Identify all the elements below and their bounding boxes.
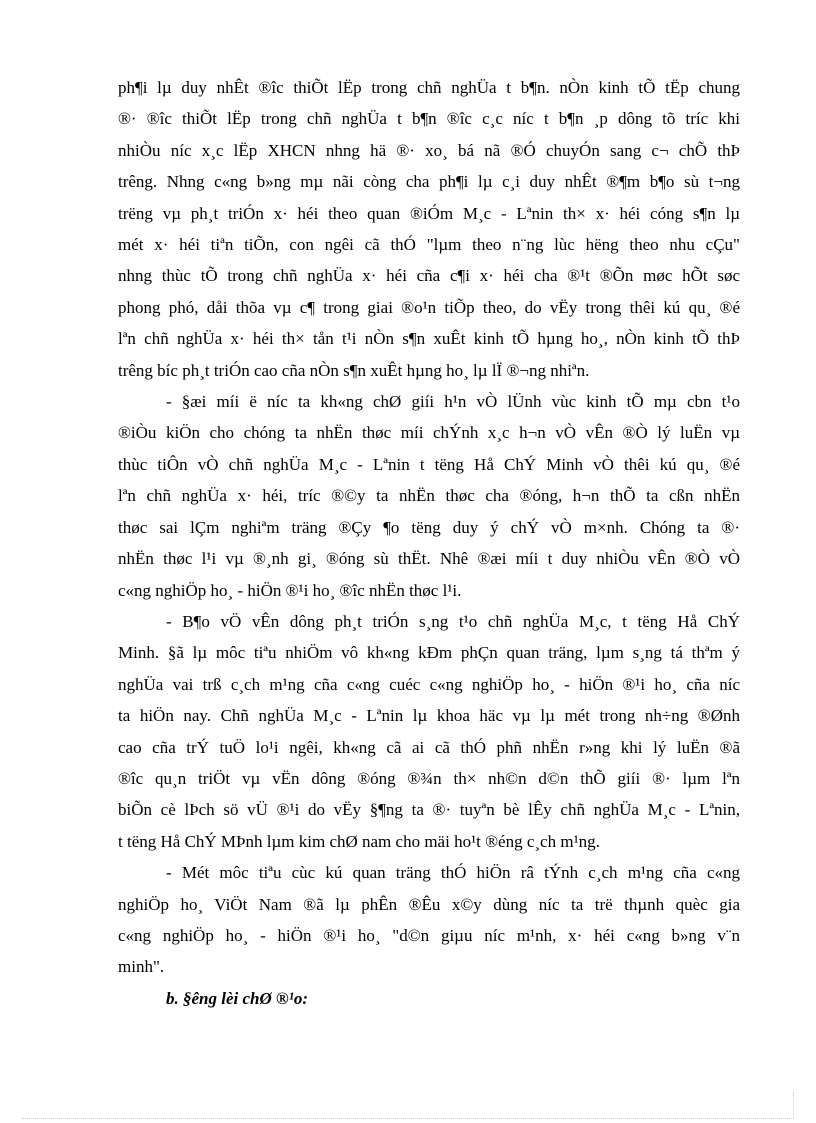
text-line: nghÜa vai trß c¸ch m¹ng cña c«ng cuéc c«ng nghiÖp ho¸ - hiÖn ®¹i ho¸ cña níc: [118, 674, 740, 694]
page-border-right: [793, 1092, 794, 1118]
text-line: lªn chñ nghÜa x· héi th× tån t¹i nÒn s¶n xuÊt kinh tÕ hµng ho¸, nÒn kinh tÕ thÞ: [118, 329, 740, 349]
text-line: Minh. §ã lµ môc tiªu nhiÖm vô kh«ng kÐm phÇn quan träng, lµm s¸ng tá thªm ý: [118, 643, 740, 663]
paragraph-4: [118, 857, 740, 983]
text-line: t tëng Hå ChÝ MÞnh lµm kim chØ nam cho mäi ho¹t ®éng c¸ch m¹ng.: [118, 831, 600, 851]
text-line: ®îc qu¸n triÖt vµ vËn dông ®óng ®¾n th× nh©n d©n thÕ giíi ®· lµm lªn: [118, 768, 740, 788]
body-text: [118, 72, 740, 1014]
text-line: - §æi míi ë níc ta kh«ng chØ giíi h¹n vÒ lÜnh vùc kinh tÕ mµ cbn t¹o: [166, 392, 740, 412]
text-line: lªn chñ nghÜa x· héi, tríc ®©y ta nhËn thøc cha ®óng, h¬n thÕ ta cßn nhËn: [118, 486, 740, 506]
text-line: nghiÖp ho¸ ViÖt Nam ®ã lµ phÊn ®Êu x©y dùng níc ta trë thµnh quèc gia: [118, 894, 740, 914]
text-line: ®iÒu kiÖn cho chóng ta nhËn thøc míi chÝnh x¸c h¬n vÒ vÊn ®Ò lý luËn vµ: [118, 423, 740, 443]
text-line: thùc tiÔn vÒ chñ nghÜa M¸c - Lªnin t tëng Hå ChÝ Minh vÒ thêi kú qu¸ ®é: [118, 454, 740, 474]
text-line: - B¶o vÖ vÊn dông ph¸t triÓn s¸ng t¹o chñ nghÜa M¸c, t tëng Hå ChÝ: [166, 611, 740, 631]
text-line: trêng. Nhng c«ng b»ng mµ nãi còng cha ph¶i lµ c¸i duy nhÊt ®¶m b¶o sù t¬ng: [118, 172, 740, 192]
text-line: nhng thùc tÕ trong chñ nghÜa x· héi cña c¶i x· héi cha ®¹t ®Õn møc hÕt søc: [118, 266, 740, 286]
section-heading: b. §êng lèi chØ ®¹o:: [166, 988, 308, 1008]
text-line: phong phó, dåi thõa vµ c¶ trong giai ®o¹n tiÕp theo, do vËy trong thêi kú qu¸ ®é: [118, 297, 740, 317]
text-line: - Mét môc tiªu cùc kú quan träng thÓ hiÖn râ tÝnh c¸ch m¹ng cña c«ng: [166, 863, 740, 883]
text-line: nhiÒu níc x¸c lËp XHCN nhng hä ®· xo¸ bá nã ®Ó chuyÓn sang c¬ chÕ thÞ: [118, 140, 740, 160]
text-line: c«ng nghiÖp ho¸ - hiÖn ®¹i ho¸ ®îc nhËn thøc l¹i.: [118, 580, 462, 600]
text-line: ta hiÖn nay. Chñ nghÜa M¸c - Lªnin lµ khoa häc vµ lµ mét trong nh÷ng ®Ønh: [118, 706, 740, 726]
paragraph-3: [118, 606, 740, 857]
text-line: minh".: [118, 957, 165, 977]
text-line: c«ng nghiÖp ho¸ - hiÖn ®¹i ho¸ "d©n giµu níc m¹nh, x· héi c«ng b»ng v¨n: [118, 925, 740, 945]
text-line: cao cña trÝ tuÖ lo¹i ngêi, kh«ng cã ai cã thÓ phñ nhËn r»ng khi lý luËn ®ã: [118, 737, 740, 757]
paragraph-1: [118, 72, 740, 386]
text-line: nhËn thøc l¹i vµ ®¸nh gi¸ ®óng sù thËt. Nhê ®æi míi t duy nhiÒu vÊn ®Ò vÒ: [118, 549, 740, 569]
text-line: biÕn cè lÞch sö vÜ ®¹i do vËy §¶ng ta ®· tuyªn bè lÊy chñ nghÜa M¸c - Lªnin,: [118, 800, 740, 820]
page-border-bottom: [22, 1118, 794, 1119]
text-line: mét x· héi tiªn tiÕn, con ngêi cã thÓ "lµm theo n¨ng lùc hëng theo nhu cÇu": [118, 235, 740, 255]
text-line: ®· ®îc thiÕt lËp trong chñ nghÜa t b¶n ®îc c¸c níc t b¶n ¸p dông tõ tríc khi: [118, 109, 740, 129]
text-line: ph¶i lµ duy nhÊt ®îc thiÕt lËp trong chñ nghÜa t b¶n. nÒn kinh tÕ tËp chung: [118, 78, 740, 97]
text-line: thøc sai lÇm nghiªm träng ®Çy ¶o tëng duy ý chÝ vÒ m×nh. Chóng ta ®·: [118, 517, 740, 537]
text-line: trëng vµ ph¸t triÓn x· héi theo quan ®iÓm M¸c - Lªnin th× x· héi cóng s¶n lµ: [118, 203, 740, 223]
text-line: trêng bíc ph¸t triÓn cao cña nÒn s¶n xuÊt hµng ho¸ lµ lÏ ®¬ng nhiªn.: [118, 360, 590, 380]
paragraph-2: [118, 386, 740, 606]
